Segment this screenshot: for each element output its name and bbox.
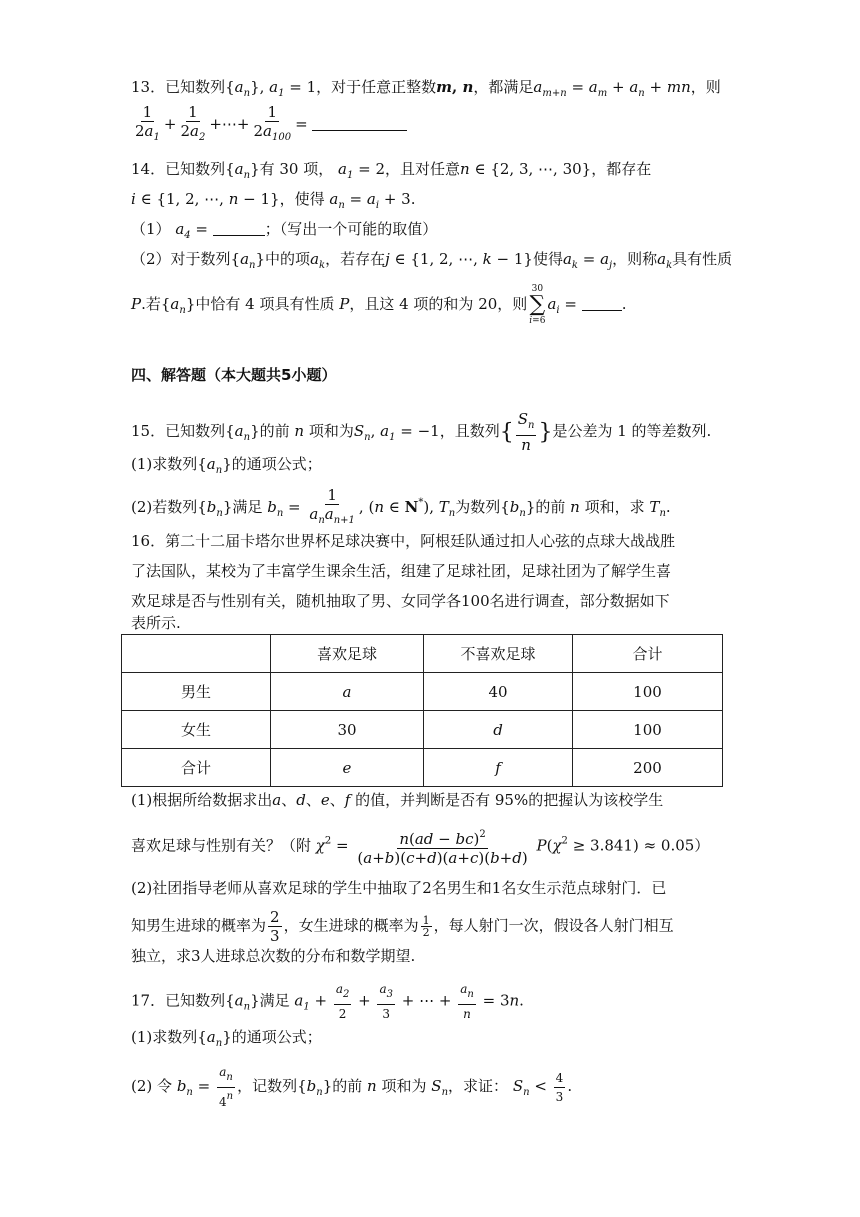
q13-answer-blank[interactable] bbox=[312, 116, 407, 131]
table-row: 男生 a 40 100 bbox=[122, 673, 723, 711]
table-row: 合计 e f 200 bbox=[122, 749, 723, 787]
q14-part2-line2: P.若$\{a_n\}$中恰有 4 项具有性质 P，且这 4 项的和为 20，则 30 ∑ i=6 $a_i$ = . bbox=[131, 284, 627, 326]
q13-line2: $\frac{1}{2a_1}$ + $\frac{1}{2a_2}$ +⋯+ $\frac{1}{2a_{100}}$ = bbox=[131, 103, 750, 147]
q16-part1-line1: (1)根据所给数据求出a、d、e、f 的值，并判断是否有 95%的把握认为该校学生 bbox=[131, 791, 664, 809]
table-row: 女生 30 d 100 bbox=[122, 711, 723, 749]
q16-part2-line1: (2)社团指导老师从喜欢足球的学生中抽取了2名男生和1名女生示范点球射门．已 bbox=[131, 879, 667, 897]
table-header-row: 喜欢足球 不喜欢足球 合计 bbox=[122, 635, 723, 673]
q14-part2-blank[interactable] bbox=[582, 296, 622, 311]
q14-part1-blank[interactable] bbox=[213, 221, 265, 236]
q16-part1-line2: 喜欢足球与性别有关？（附 $\chi^2$ = $\frac{n(ad - bc)^2}{(a+b)(c+d)(a+c)(b+d)}$ $P(\chi^2 \ge 3.841) \approx 0.05$） bbox=[131, 826, 750, 867]
q14-line1: 14．已知数列$\{a_n\}$有 30 项， $a_1 = 2$，且对任意n ∈ {2, 3, ⋯, 30}，都存在 bbox=[131, 160, 652, 181]
q14-part2-line1: （2）对于数列$\{a_n\}$中的项$a_k$，若存在j ∈ {1, 2, ⋯, k − 1}使得$a_k = a_j$，则称$a_k$具有性质 bbox=[131, 250, 733, 271]
q16-line2: 了法国队，某校为了丰富学生课余生活，组建了足球社团，足球社团为了解学生喜 bbox=[131, 562, 672, 580]
q14-line2: i ∈ {1, 2, ⋯, n − 1}，使得 $a_n = a_i + 3$. bbox=[131, 190, 416, 211]
q16-line3: 欢足球是否与性别有关，随机抽取了男、女同学各100名进行调查，部分数据如下 bbox=[131, 592, 670, 610]
q17-part1: (1)求数列$\{a_n\}$的通项公式； bbox=[131, 1028, 322, 1049]
q14-part1: （1） $a_4$ = ；（写出一个可能的取值） bbox=[131, 220, 438, 241]
q16-part2-line2: 知男生进球的概率为 $\frac{2}{3}$ ，女生进球的概率为 $\frac{1}{2}$ ，每人射门一次，假设各人射门相互 bbox=[131, 908, 674, 945]
q16-part2-line3: 独立，求3人进球总次数的分布和数学期望. bbox=[131, 947, 416, 965]
q17-part2: (2) 令 $b_n$ = $\frac{a_n}{4^n}$ ，记数列$\{b_n\}$的前 n 项和为 $S_n$，求证： $S_n$ < $\frac{4}{3}$ . bbox=[131, 1065, 573, 1109]
q13-line1: 13．已知数列$\{a_n\}$, $a_1 = 1$，对于任意正整数m, n，都满足$a_{m+n} = a_m + a_n$ + mn，则 bbox=[131, 78, 721, 99]
q16-data-table bbox=[121, 634, 723, 787]
q15-part2: (2)若数列$\{b_n\}$满足 $b_n$ = $\frac{1}{a_na_{n+1}}$ , (n ∈ N*), $T_n$为数列$\{b_n\}$的前 n 项和，求 $T_n$. bbox=[131, 486, 671, 526]
q17-line1: 17．已知数列$\{a_n\}$满足 $a_1$ + $\frac{a_2}{2}$ + $\frac{a_3}{3}$ + ⋯ + $\frac{a_n}{n}$ = 3n. bbox=[131, 982, 524, 1021]
section-heading: 四、解答题（本大题共5小题） bbox=[131, 366, 337, 384]
q16-line4: 表所示. bbox=[131, 614, 181, 632]
q15-part1: (1)求数列$\{a_n\}$的通项公式； bbox=[131, 455, 322, 476]
q16-line1: 16．第二十二届卡塔尔世界杯足球决赛中，阿根廷队通过扣人心弦的点球大战战胜 bbox=[131, 532, 676, 550]
q15-line1: 15．已知数列$\{a_n\}$的前 n 项和为$S_n$, $a_1 = -1$，且数列{ $\frac{S_n}{n}$ }是公差为 1 的等差数列. bbox=[131, 410, 712, 454]
